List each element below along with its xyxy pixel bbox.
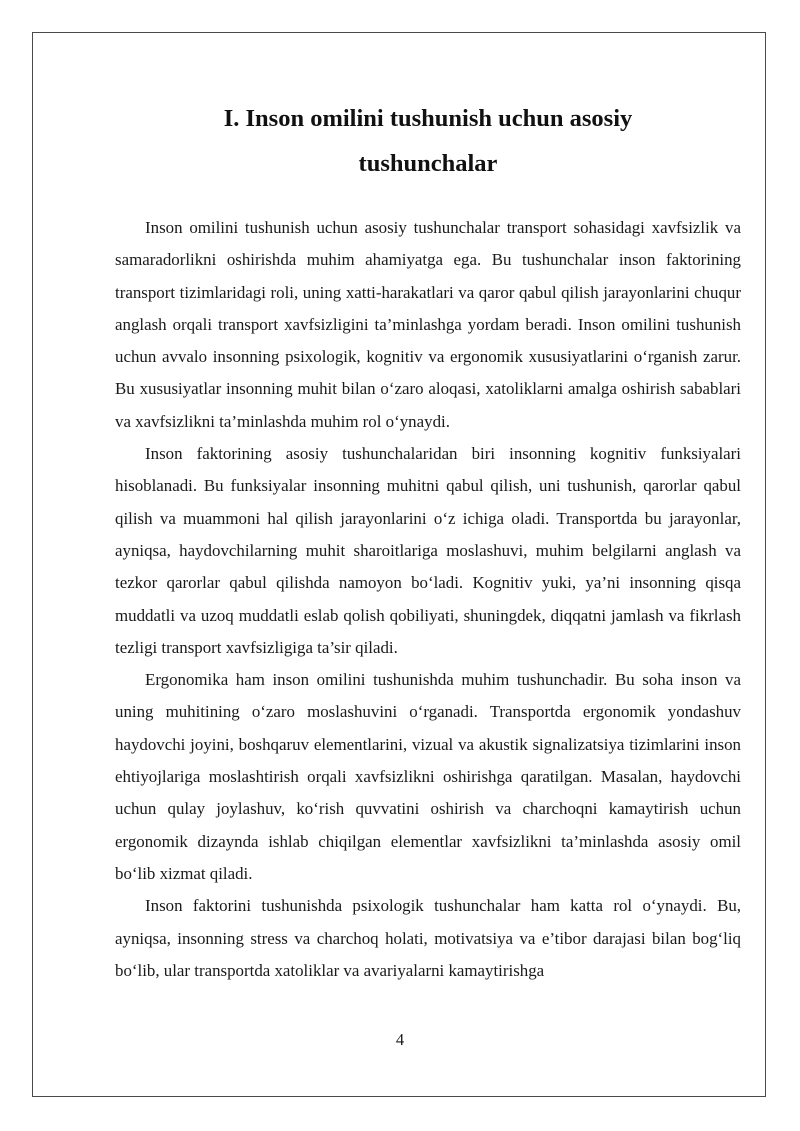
- heading-line-2: tushunchalar: [358, 150, 498, 177]
- heading-line-1: I. Inson omilini tushunish uchun asosiy: [223, 105, 633, 132]
- paragraph-2: Inson faktorining asosiy tushunchalaridan biri insonning kognitiv funksiyalari hisoblanadi. Bu funksiyalar insonning muhitni qabul qilish, uni tushunish, qarorlar qabul qilish va muammoni hal qilish jarayonlarini o‘z ichiga oladi. Transportda bu jarayonlar, ayniqsa, haydovchilarning muhit sharoitlariga moslashuvi, muhim belgilarni anglash va tezkor qarorlar qabul qilishda namoyon bo‘ladi. Kognitiv yuki, ya’ni insonning qisqa muddatli va uzoq muddatli eslab qolish qobiliyati, shuningdek, diqqatni jamlash va fikrlash tezligi transport xavfsizligiga ta’sir qiladi.: [115, 444, 741, 657]
- page-number: 4: [395, 1030, 405, 1049]
- paragraph-1: Inson omilini tushunish uchun asosiy tushunchalar transport sohasidagi xavfsizlik va samaradorlikni oshirishda muhim ahamiyatga ega. Bu tushunchalar inson faktorining transport tizimlaridagi roli, uning xatti-harakatlari va qaror qabul qilish jarayonlarini chuqur anglash orqali transport xavfsizligini ta’minlashga yordam beradi. Inson omilini tushunish uchun avvalo insonning psixologik, kognitiv va ergonomik xususiyatlarini o‘rganish zarur. Bu xususiyatlar insonning muhit bilan o‘zaro aloqasi, xatoliklarni amalga oshirish sabablari va xavfsizlikni ta’minlashda muhim rol o‘ynaydi.: [115, 218, 741, 431]
- body-text: [115, 212, 741, 987]
- section-heading: [115, 96, 741, 186]
- paragraph-4: Inson faktorini tushunishda psixologik tushunchalar ham katta rol o‘ynaydi. Bu, ayniqsa, insonning stress va charchoq holati, motivatsiya va e’tibor darajasi bilan bog‘liq bo‘lib, ular transportda xatoliklar va avariyalarni kamaytirishga: [115, 896, 741, 980]
- paragraph-3: Ergonomika ham inson omilini tushunishda muhim tushunchadir. Bu soha inson va uning muhitining o‘zaro moslashuvini o‘rganadi. Transportda ergonomik yondashuv haydovchi joyini, boshqaruv elementlarini, vizual va akustik signalizatsiya tizimlarini inson ehtiyojlariga moslashtirish orqali xavfsizlikni oshirishga qaratilgan. Masalan, haydovchi uchun qulay joylashuv, ko‘rish quvvatini oshirish va charchoqni kamaytirish uchun ergonomik dizaynda ishlab chiqilgan elementlar xavfsizlikni ta’minlashda asosiy omil bo‘lib xizmat qiladi.: [115, 670, 741, 883]
